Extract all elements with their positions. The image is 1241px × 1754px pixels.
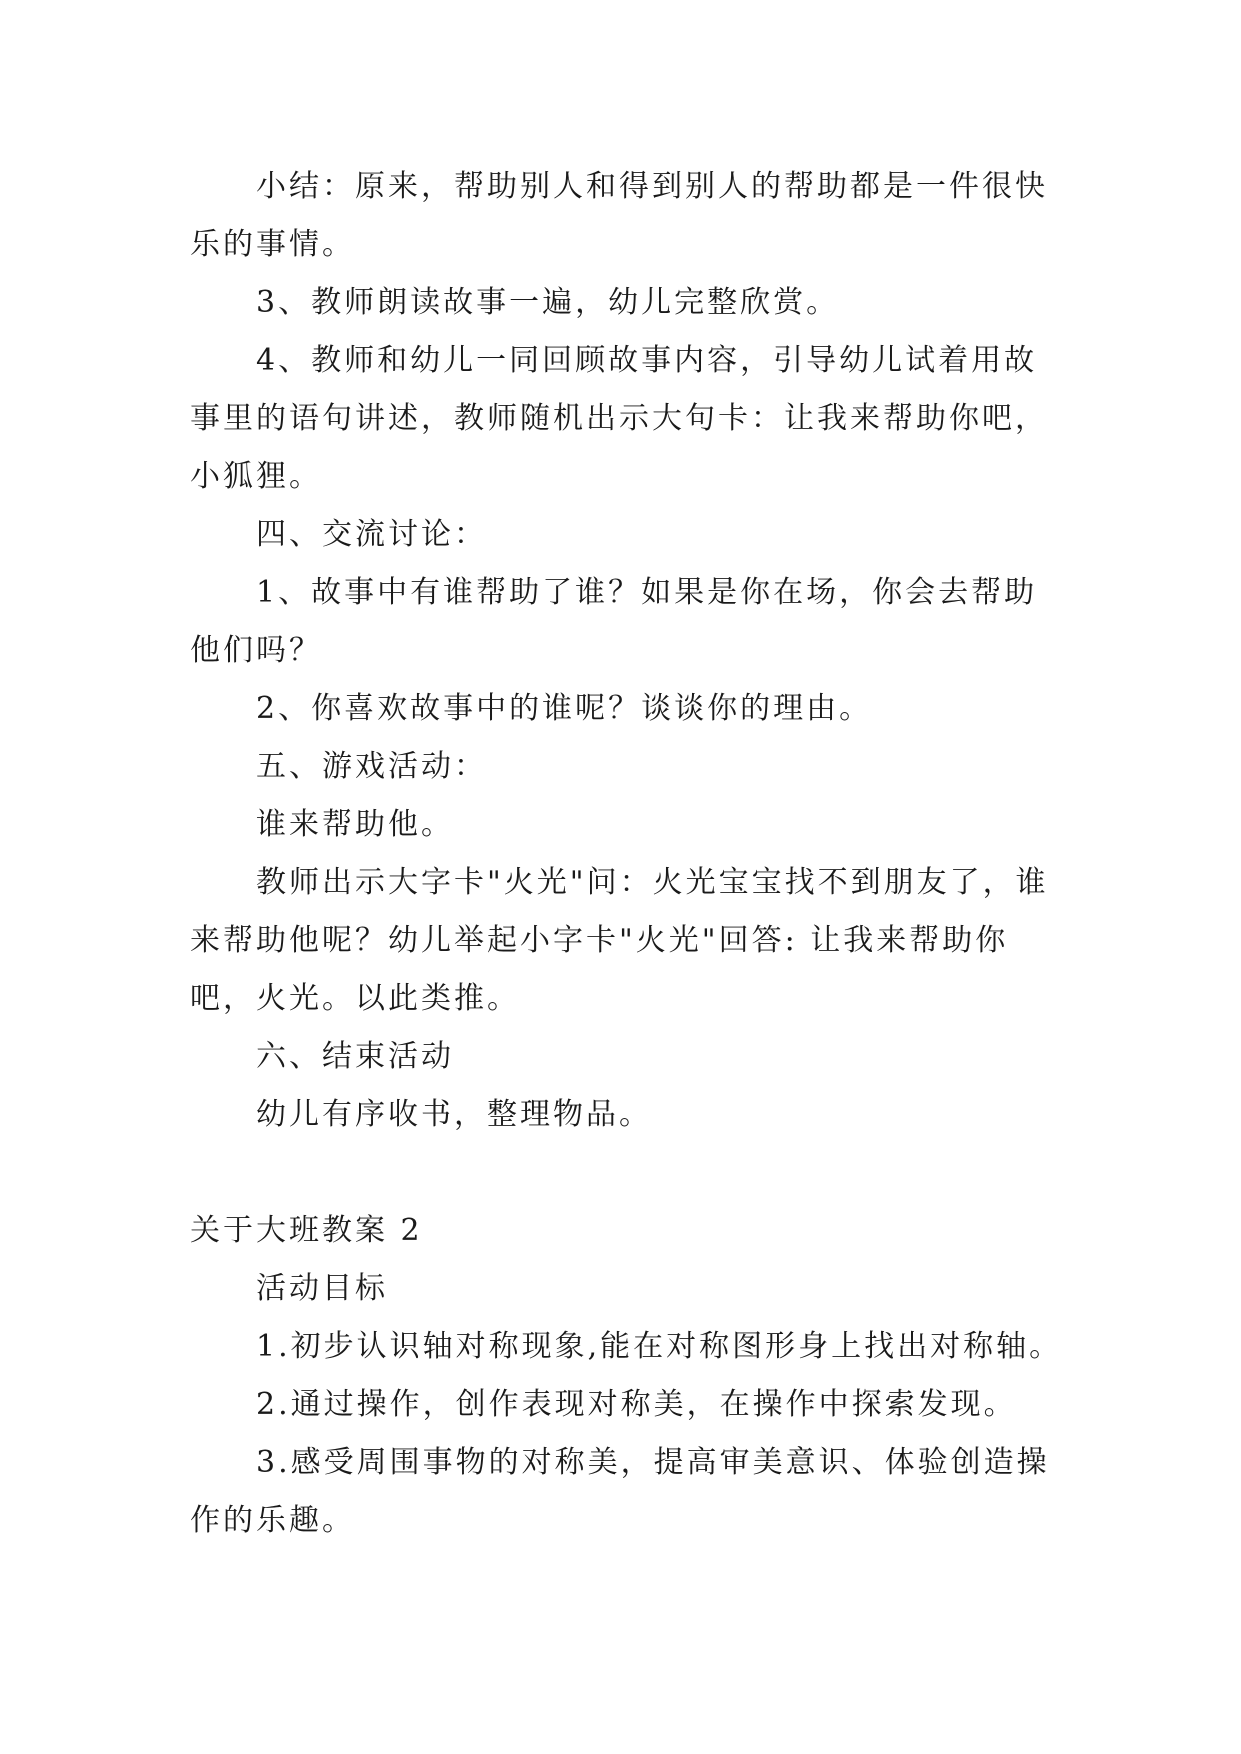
paragraph-game-description: 教师出示大字卡"火光"问：火光宝宝找不到朋友了，谁来帮助他呢？幼儿举起小字卡"火光"回答: 让我来帮助你吧，火光。以此类推。 (190, 865, 1049, 1016)
paragraph-goal-2: 2.通过操作，创作表现对称美，在操作中探索发现。 (256, 1387, 1017, 1422)
paragraph-goal-3: 3.感受周围事物的对称美，提高审美意识、体验创造操作的乐趣。 (190, 1445, 1050, 1538)
heading-activity-goals: 活动目标 (256, 1271, 388, 1306)
paragraph-goal-1: 1.初步认识轴对称现象,能在对称图形身上找出对称轴。 (256, 1329, 1063, 1364)
paragraph-step-4: 4、教师和幼儿一同回顾故事内容，引导幼儿试着用故事里的语句讲述，教师随机出示大句卡：让我来帮助你吧，小狐狸。 (190, 343, 1048, 494)
paragraph-step-3: 3、教师朗读故事一遍，幼儿完整欣赏。 (256, 285, 840, 320)
paragraph-summary: 小结：原来，帮助别人和得到别人的帮助都是一件很快乐的事情。 (190, 169, 1048, 262)
paragraph-tidy-up: 幼儿有序收书，整理物品。 (256, 1097, 652, 1132)
document-body (190, 158, 1070, 1550)
section-title: 关于大班教案 2 (190, 1213, 423, 1248)
section-gap (190, 1144, 1070, 1202)
paragraph-question-2: 2、你喜欢故事中的谁呢？谈谈你的理由。 (256, 691, 873, 726)
heading-discussion: 四、交流讨论： (256, 517, 487, 552)
paragraph-question-1: 1、故事中有谁帮助了谁？如果是你在场，你会去帮助他们吗？ (190, 575, 1038, 668)
heading-end-activity: 六、结束活动 (256, 1039, 454, 1074)
paragraph-game-name: 谁来帮助他。 (256, 807, 454, 842)
heading-game-activity: 五、游戏活动： (256, 749, 487, 784)
